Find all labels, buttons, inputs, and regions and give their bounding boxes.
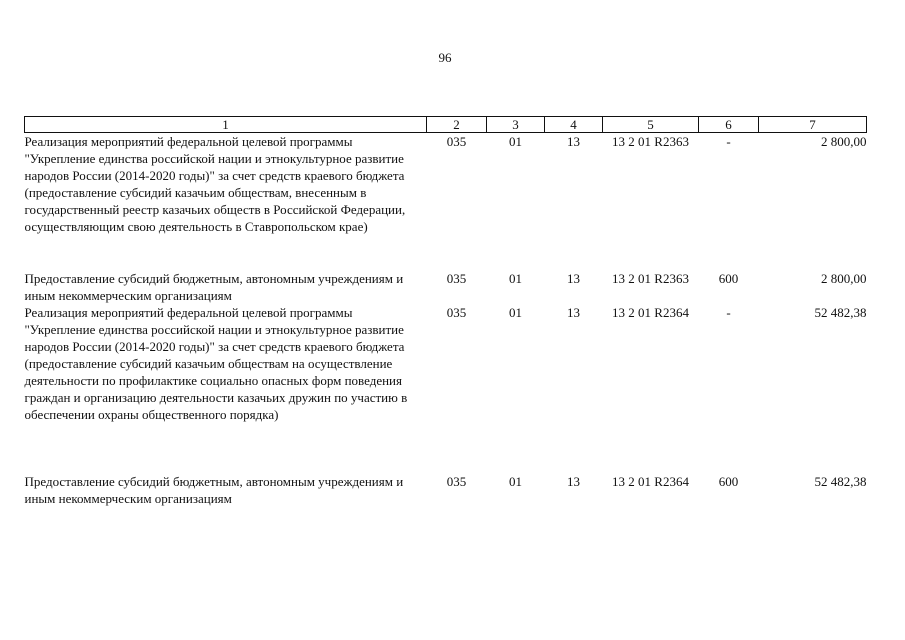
header-col-7: 7 (759, 117, 867, 133)
row-col-2: 035 (446, 271, 467, 286)
row-col-7: 52 482,38 (814, 474, 867, 489)
row-col-4: 13 (567, 474, 580, 489)
row-col-3: 01 (509, 305, 522, 320)
page-number: 96 (438, 50, 452, 65)
row-name: Предоставление субсидий бюджетным, автономным учреждениям и иным некоммерческим организациям (24, 474, 404, 506)
row-col-6: 600 (718, 271, 739, 286)
row-col-7: 2 800,00 (821, 134, 867, 149)
header-col-4: 4 (545, 117, 603, 133)
header-col-6: 6 (699, 117, 759, 133)
table-row (25, 133, 867, 236)
header-row (25, 117, 867, 133)
row-name: Реализация мероприятий федеральной целевой программы "Укрепление единства российской нации и этнокультурное развитие народов России (2014-2020 годы)" за счет средств краевого бюджета (предоставление субсидий казачьим обществам, внесенным в государственный реестр казачьих обществ в Российской Федерации, осуществляющим свою деятельность в Ставропольском крае) (24, 134, 406, 234)
row-col-6: 600 (718, 474, 739, 489)
row-col-2: 035 (446, 474, 467, 489)
row-name: Предоставление субсидий бюджетным, автономным учреждениям и иным некоммерческим организациям (24, 271, 404, 303)
header-col-5: 5 (603, 117, 699, 133)
row-spacer (25, 235, 867, 270)
row-col-7: 2 800,00 (821, 271, 867, 286)
table-row (25, 473, 867, 507)
row-col-4: 13 (567, 305, 580, 320)
header-col-3: 3 (487, 117, 545, 133)
row-col-6: - (726, 134, 731, 149)
header-col-1: 1 (25, 117, 427, 133)
row-col-4: 13 (567, 134, 580, 149)
header-col-2: 2 (427, 117, 487, 133)
row-col-6: - (726, 305, 731, 320)
row-col-2: 035 (446, 305, 467, 320)
row-col-2: 035 (446, 134, 467, 149)
row-spacer (25, 423, 867, 473)
row-col-3: 01 (509, 474, 522, 489)
row-col-5: 13 2 01 R2364 (612, 305, 689, 320)
table-row (25, 304, 867, 423)
row-name: Реализация мероприятий федеральной целевой программы "Укрепление единства российской нации и этнокультурное развитие народов России (2014-2020 годы)" за счет средств краевого бюджета (предоставление субсидий казачьим обществам на осуществление деятельности по профилактике социально опасных форм поведения граждан и организацию деятельности казачьих дружин по участию в обеспечении охраны общественного порядка) (24, 305, 408, 422)
row-col-3: 01 (509, 134, 522, 149)
table-row (25, 270, 867, 304)
row-col-7: 52 482,38 (814, 305, 867, 320)
budget-table (24, 116, 867, 507)
row-col-5: 13 2 01 R2364 (612, 474, 689, 489)
row-col-3: 01 (509, 271, 522, 286)
row-col-4: 13 (567, 271, 580, 286)
row-col-5: 13 2 01 R2363 (612, 271, 689, 286)
row-col-5: 13 2 01 R2363 (612, 134, 689, 149)
